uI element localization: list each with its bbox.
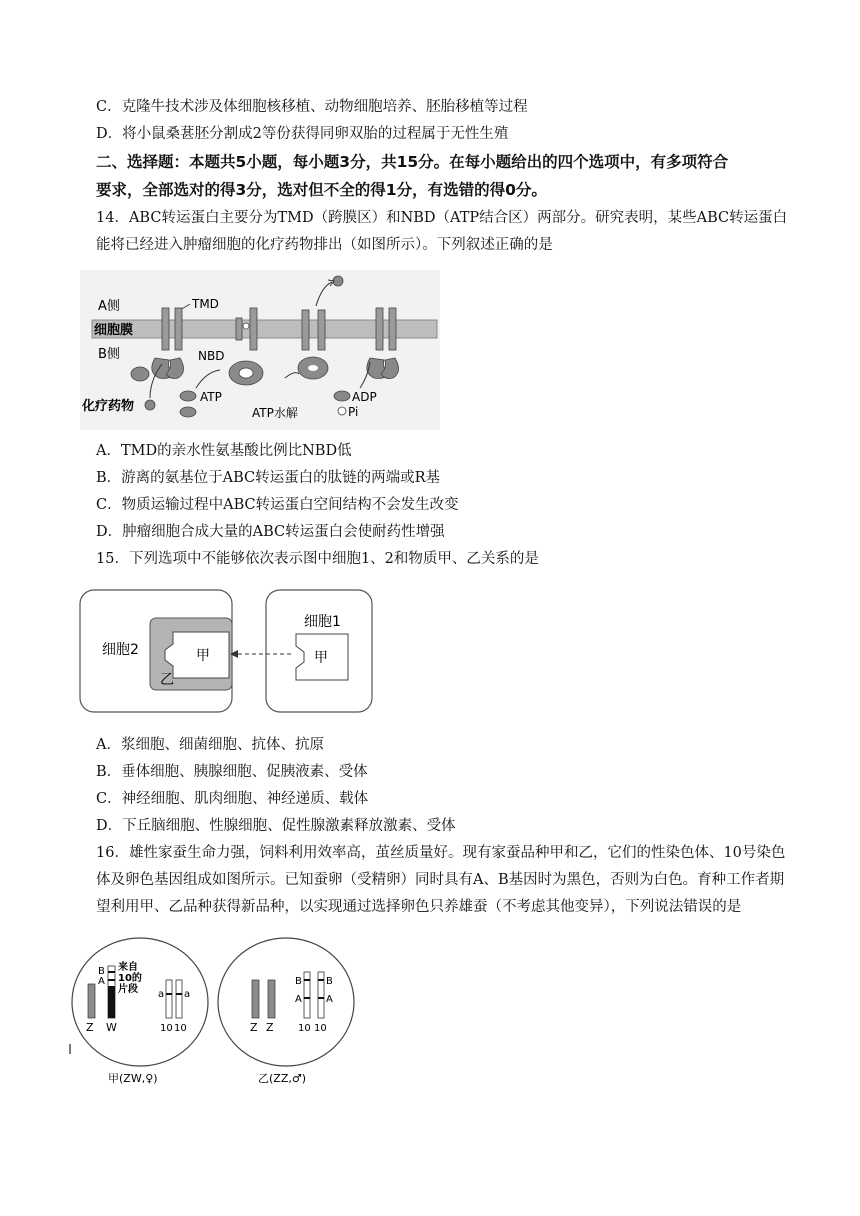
tmd-label: TMD [192, 297, 219, 311]
yi-label: 乙 [160, 672, 174, 688]
from-label-2: 10的 [118, 973, 142, 984]
q15-option-c: C．神经细胞、肌肉细胞、神经递质、载体 [96, 791, 369, 807]
gene-a-yi-r: A [326, 994, 333, 1005]
ten-l-jia: 10 [160, 1023, 173, 1034]
q15-option-b: B．垂体细胞、胰腺细胞、促胰液素、受体 [96, 764, 368, 780]
membrane-label: 细胞膜 [94, 323, 134, 338]
side-b-label: B侧 [98, 347, 120, 362]
jia-caption: 甲(ZW,♀) [108, 1072, 158, 1085]
q14-option-d: D．肿瘤细胞合成大量的ABC转运蛋白会使耐药性增强 [96, 524, 445, 540]
section-title-line1: 二、选择题：本题共5小题，每小题3分，共15分。在每小题给出的四个选项中，有多项符合 [96, 153, 729, 171]
cell1-label: 细胞1 [304, 614, 341, 630]
option-c-prev: C．克隆牛技术涉及体细胞核移植、动物细胞培养、胚胎移植等过程 [96, 99, 528, 115]
from-label-1: 来自 [118, 962, 138, 973]
jia-left-label: 甲 [196, 648, 210, 664]
gene-a-lower-r: a [184, 989, 191, 1000]
gene-a-jia: A [98, 976, 105, 987]
atp-label: ATP [200, 390, 222, 404]
cell2-label: 细胞2 [102, 642, 139, 658]
from-label-3: 片段 [118, 984, 138, 995]
ten-r-jia: 10 [174, 1023, 187, 1034]
q16-stem-line2: 体及卵色基因组成如图所示。已知蚕卵（受精卵）同时具有A、B基因时为黑色，否则为白色。育种工作者期 [96, 872, 785, 888]
nbd-label: NBD [198, 349, 225, 363]
drug-label: 化疗药物 [82, 399, 135, 414]
q15-option-d: D．下丘脑细胞、性腺细胞、促性腺激素释放激素、受体 [96, 818, 456, 834]
q15-stem: 15．下列选项中不能够依次表示图中细胞1、2和物质甲、乙关系的是 [96, 551, 539, 567]
q14-stem-line1: 14．ABC转运蛋白主要分为TMD（跨膜区）和NBD（ATP结合区）两部分。研究表明，某些ABC转运蛋白 [96, 210, 788, 226]
yi-caption: 乙(ZZ,♂) [258, 1072, 307, 1085]
z-label-jia: Z [86, 1021, 94, 1034]
gene-a-lower-l: a [158, 989, 165, 1000]
q14-figure [80, 270, 440, 430]
pi-label: Pi [348, 405, 359, 419]
q14-option-c: C．物质运输过程中ABC转运蛋白空间结构不会发生改变 [96, 497, 459, 513]
jia-right-label: 甲 [314, 650, 328, 666]
z-label-yi-1: Z [250, 1021, 258, 1034]
gene-b-yi-l: B [295, 976, 302, 987]
q14-option-b: B．游离的氨基位于ABC转运蛋白的肽链的两端或R基 [96, 470, 441, 486]
q14-option-a: A．TMD的亲水性氨基酸比例比NBD低 [96, 443, 352, 459]
q14-stem-line2: 能将已经进入肿瘤细胞的化疗药物排出（如图所示）。下列叙述正确的是 [96, 237, 553, 253]
gene-b-yi-r: B [326, 976, 333, 987]
ten-l-yi: 10 [298, 1023, 311, 1034]
gene-b-jia: B [98, 966, 105, 977]
section-title-line2: 要求，全部选对的得3分，选对但不全的得1分，有选错的得0分。 [96, 181, 547, 199]
q16-figure [68, 936, 358, 1088]
z-label-yi-2: Z [266, 1021, 274, 1034]
q15-figure [78, 588, 378, 716]
w-label: W [106, 1021, 117, 1034]
q16-stem-line3: 望利用甲、乙品种获得新品种，以实现通过选择卵色只养雄蚕（不考虑其他变异），下列说法错误的是 [96, 899, 742, 915]
hydrolysis-label: ATP水解 [252, 406, 298, 420]
option-d-prev: D．将小鼠桑葚胚分割成2等份获得同卵双胎的过程属于无性生殖 [96, 126, 509, 142]
ten-r-yi: 10 [314, 1023, 327, 1034]
adp-label: ADP [352, 390, 377, 404]
q15-option-a: A．浆细胞、细菌细胞、抗体、抗原 [96, 737, 324, 753]
side-a-label: A侧 [98, 299, 120, 314]
membrane-band [92, 320, 437, 338]
gene-a-yi-l: A [295, 994, 302, 1005]
q16-stem-line1: 16．雄性家蚕生命力强，饲料利用效率高，茧丝质量好。现有家蚕品种甲和乙，它们的性染色体、10号染色 [96, 845, 786, 861]
